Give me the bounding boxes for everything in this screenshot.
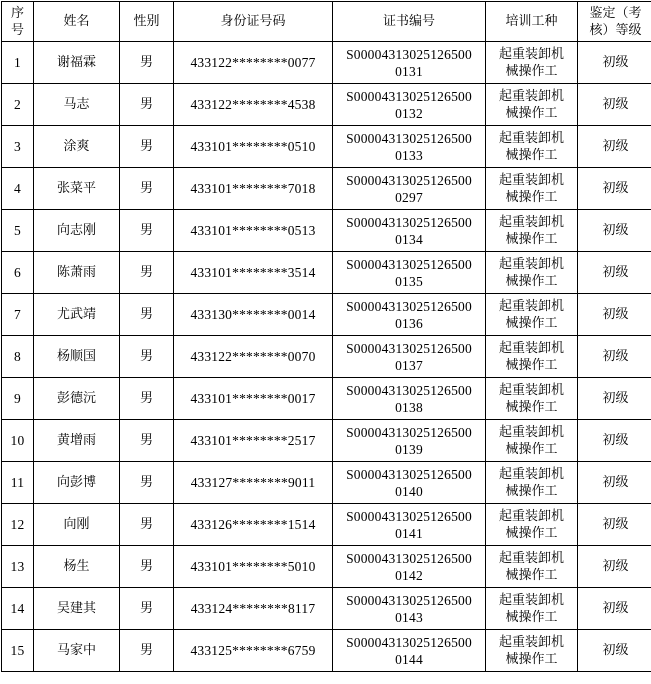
cell-id-number-text: 433101********0017 [174, 390, 332, 407]
cell-name-text: 黄增雨 [34, 432, 119, 449]
cell-level [578, 294, 651, 336]
cell-gender-text: 男 [120, 390, 173, 407]
cell-level [578, 336, 651, 378]
cell-training-type-text: 起重装卸机械操作工 [494, 592, 570, 626]
cell-training-type-text: 起重装卸机械操作工 [494, 88, 570, 122]
cell-id-number-text: 433122********0070 [174, 348, 332, 365]
cell-id-number [174, 588, 333, 630]
cell-id-number [174, 210, 333, 252]
cell-level [578, 378, 651, 420]
table-row [2, 210, 651, 252]
cell-seq [2, 546, 34, 588]
cell-seq [2, 462, 34, 504]
table-row [2, 546, 651, 588]
cell-gender-text: 男 [120, 348, 173, 365]
cell-gender [120, 252, 174, 294]
cell-gender-text: 男 [120, 222, 173, 239]
cell-gender [120, 168, 174, 210]
cell-gender [120, 630, 174, 672]
cell-seq [2, 294, 34, 336]
cell-name-text: 马志 [34, 96, 119, 113]
cell-gender [120, 294, 174, 336]
cell-level-text: 初级 [578, 390, 651, 407]
cell-level [578, 126, 651, 168]
cell-name-text: 涂爽 [34, 138, 119, 155]
cell-gender [120, 84, 174, 126]
cell-name-text: 张菜平 [34, 180, 119, 197]
cell-name [34, 210, 120, 252]
cell-seq-text: 9 [2, 390, 33, 407]
cell-cert-number-text: S00004313025126500 0139 [343, 424, 475, 458]
cell-name-text: 彭德沅 [34, 390, 119, 407]
cell-training-type [486, 336, 578, 378]
cell-level-text: 初级 [578, 180, 651, 197]
cell-level [578, 210, 651, 252]
cell-name [34, 546, 120, 588]
cell-cert-number [333, 546, 486, 588]
cell-seq [2, 378, 34, 420]
cell-gender-text: 男 [120, 96, 173, 113]
cell-training-type-text: 起重装卸机械操作工 [494, 634, 570, 668]
cell-seq [2, 336, 34, 378]
cell-level [578, 588, 651, 630]
table-header-row [2, 2, 651, 42]
cell-id-number [174, 546, 333, 588]
cell-gender-text: 男 [120, 642, 173, 659]
cell-level [578, 252, 651, 294]
table-row [2, 336, 651, 378]
cell-seq-text: 15 [2, 642, 33, 659]
cell-level-text: 初级 [578, 474, 651, 491]
cell-name [34, 42, 120, 84]
cell-training-type-text: 起重装卸机械操作工 [494, 340, 570, 374]
cell-cert-number-text: S00004313025126500 0132 [343, 88, 475, 122]
cell-seq-text: 12 [2, 516, 33, 533]
cell-cert-number [333, 294, 486, 336]
cell-level-text: 初级 [578, 348, 651, 365]
cell-gender [120, 336, 174, 378]
cell-gender-text: 男 [120, 306, 173, 323]
cell-seq-text: 5 [2, 222, 33, 239]
table-row [2, 630, 651, 672]
cell-level-text: 初级 [578, 54, 651, 71]
cell-cert-number [333, 378, 486, 420]
cell-seq-text: 1 [2, 54, 33, 71]
cell-cert-number [333, 210, 486, 252]
cell-gender [120, 42, 174, 84]
header-level-label: 鉴定（考核）等级 [582, 5, 650, 39]
cell-training-type [486, 294, 578, 336]
cell-training-type-text: 起重装卸机械操作工 [494, 550, 570, 584]
cell-id-number-text: 433124********8117 [174, 600, 332, 617]
cell-training-type-text: 起重装卸机械操作工 [494, 172, 570, 206]
cell-id-number-text: 433130********0014 [174, 306, 332, 323]
cell-cert-number-text: S00004313025126500 0136 [343, 298, 475, 332]
header-level [578, 2, 651, 42]
cell-cert-number-text: S00004313025126500 0135 [343, 256, 475, 290]
header-gender-label: 性别 [133, 14, 159, 29]
cell-seq [2, 168, 34, 210]
cell-seq [2, 42, 34, 84]
cell-name [34, 630, 120, 672]
cell-id-number-text: 433125********6759 [174, 642, 332, 659]
cell-training-type [486, 42, 578, 84]
cell-gender-text: 男 [120, 432, 173, 449]
header-id-number [174, 2, 333, 42]
cell-level-text: 初级 [578, 222, 651, 239]
cell-name-text: 杨生 [34, 558, 119, 575]
cell-level-text: 初级 [578, 642, 651, 659]
cell-training-type [486, 168, 578, 210]
cell-training-type [486, 504, 578, 546]
cell-training-type [486, 588, 578, 630]
cell-name-text: 马家中 [34, 642, 119, 659]
cell-cert-number [333, 84, 486, 126]
cell-seq-text: 6 [2, 264, 33, 281]
cell-training-type-text: 起重装卸机械操作工 [494, 466, 570, 500]
cell-id-number-text: 433101********7018 [174, 180, 332, 197]
cell-id-number-text: 433101********0510 [174, 138, 332, 155]
cell-seq [2, 84, 34, 126]
cell-level-text: 初级 [578, 432, 651, 449]
certificate-table [1, 1, 651, 672]
cell-seq [2, 630, 34, 672]
cell-training-type [486, 126, 578, 168]
cell-id-number [174, 420, 333, 462]
cell-gender-text: 男 [120, 474, 173, 491]
cell-seq [2, 126, 34, 168]
cell-level [578, 462, 651, 504]
cell-cert-number [333, 252, 486, 294]
cell-cert-number-text: S00004313025126500 0297 [343, 172, 475, 206]
cell-level [578, 42, 651, 84]
cell-id-number-text: 433101********0513 [174, 222, 332, 239]
cell-gender-text: 男 [120, 264, 173, 281]
cell-level-text: 初级 [578, 600, 651, 617]
header-seq-label: 序号 [10, 5, 26, 39]
cell-id-number-text: 433101********5010 [174, 558, 332, 575]
cell-gender-text: 男 [120, 138, 173, 155]
header-training-type-label: 培训工种 [505, 14, 557, 29]
cell-training-type-text: 起重装卸机械操作工 [494, 508, 570, 542]
cell-seq-text: 11 [2, 474, 33, 491]
cell-name-text: 向志刚 [34, 222, 119, 239]
cell-cert-number-text: S00004313025126500 0138 [343, 382, 475, 416]
cell-gender [120, 588, 174, 630]
table-body [2, 42, 651, 672]
table-row [2, 504, 651, 546]
table-row [2, 126, 651, 168]
cell-level-text: 初级 [578, 138, 651, 155]
cell-cert-number-text: S00004313025126500 0134 [343, 214, 475, 248]
cell-name-text: 向刚 [34, 516, 119, 533]
header-cert-number [333, 2, 486, 42]
cell-name-text: 向彭博 [34, 474, 119, 491]
cell-id-number [174, 252, 333, 294]
cell-id-number [174, 504, 333, 546]
cell-training-type [486, 546, 578, 588]
cell-training-type-text: 起重装卸机械操作工 [494, 382, 570, 416]
cell-training-type [486, 84, 578, 126]
cell-level-text: 初级 [578, 96, 651, 113]
cell-name [34, 462, 120, 504]
cell-name [34, 84, 120, 126]
table-row [2, 294, 651, 336]
cell-cert-number [333, 588, 486, 630]
cell-seq-text: 7 [2, 306, 33, 323]
cell-gender [120, 210, 174, 252]
cell-gender-text: 男 [120, 516, 173, 533]
cell-gender-text: 男 [120, 180, 173, 197]
cell-name [34, 336, 120, 378]
cell-cert-number [333, 168, 486, 210]
cell-training-type-text: 起重装卸机械操作工 [494, 130, 570, 164]
cell-seq-text: 14 [2, 600, 33, 617]
cell-id-number [174, 84, 333, 126]
cell-training-type [486, 630, 578, 672]
cell-level [578, 84, 651, 126]
cell-cert-number [333, 462, 486, 504]
header-name-label: 姓名 [63, 14, 89, 29]
cell-name [34, 252, 120, 294]
cell-name [34, 168, 120, 210]
cell-seq-text: 8 [2, 348, 33, 365]
cell-id-number [174, 630, 333, 672]
cell-seq-text: 2 [2, 96, 33, 113]
cell-cert-number-text: S00004313025126500 0141 [343, 508, 475, 542]
table-row [2, 252, 651, 294]
cell-id-number [174, 336, 333, 378]
table-row [2, 84, 651, 126]
cell-seq-text: 10 [2, 432, 33, 449]
cell-level [578, 504, 651, 546]
cell-training-type-text: 起重装卸机械操作工 [494, 424, 570, 458]
cell-cert-number-text: S00004313025126500 0144 [343, 634, 475, 668]
cell-gender [120, 420, 174, 462]
cell-id-number-text: 433122********4538 [174, 96, 332, 113]
cell-gender [120, 378, 174, 420]
cell-name [34, 504, 120, 546]
table-row [2, 378, 651, 420]
cell-id-number [174, 42, 333, 84]
cell-seq-text: 3 [2, 138, 33, 155]
cell-gender-text: 男 [120, 558, 173, 575]
cell-name-text: 陈萧雨 [34, 264, 119, 281]
cell-id-number [174, 294, 333, 336]
cell-cert-number-text: S00004313025126500 0131 [343, 46, 475, 80]
cell-gender [120, 126, 174, 168]
cell-seq [2, 210, 34, 252]
header-cert-number-label: 证书编号 [383, 14, 435, 29]
header-id-number-label: 身份证号码 [220, 14, 285, 29]
cell-cert-number [333, 504, 486, 546]
cell-level-text: 初级 [578, 516, 651, 533]
cell-cert-number [333, 336, 486, 378]
cell-name [34, 126, 120, 168]
cell-id-number-text: 433126********1514 [174, 516, 332, 533]
header-seq [2, 2, 34, 42]
cell-gender [120, 546, 174, 588]
cell-name [34, 588, 120, 630]
cell-cert-number-text: S00004313025126500 0140 [343, 466, 475, 500]
cell-id-number-text: 433122********0077 [174, 54, 332, 71]
cell-cert-number-text: S00004313025126500 0137 [343, 340, 475, 374]
cell-level [578, 630, 651, 672]
cell-id-number [174, 378, 333, 420]
cell-name-text: 吴建其 [34, 600, 119, 617]
cell-cert-number-text: S00004313025126500 0142 [343, 550, 475, 584]
cell-training-type [486, 420, 578, 462]
header-name [34, 2, 120, 42]
cell-cert-number [333, 630, 486, 672]
cell-level [578, 546, 651, 588]
cell-name [34, 420, 120, 462]
cell-training-type [486, 378, 578, 420]
cell-name-text: 谢福霖 [34, 54, 119, 71]
cell-cert-number [333, 126, 486, 168]
cell-seq [2, 588, 34, 630]
cell-seq-text: 13 [2, 558, 33, 575]
cell-id-number [174, 462, 333, 504]
cell-name-text: 杨顺国 [34, 348, 119, 365]
cell-training-type [486, 462, 578, 504]
cell-training-type-text: 起重装卸机械操作工 [494, 298, 570, 332]
cell-gender [120, 462, 174, 504]
cell-level-text: 初级 [578, 558, 651, 575]
cell-cert-number-text: S00004313025126500 0143 [343, 592, 475, 626]
header-training-type [486, 2, 578, 42]
table-row [2, 588, 651, 630]
cell-id-number-text: 433101********3514 [174, 264, 332, 281]
cell-id-number [174, 126, 333, 168]
cell-training-type-text: 起重装卸机械操作工 [494, 46, 570, 80]
cell-gender [120, 504, 174, 546]
cell-gender-text: 男 [120, 600, 173, 617]
cell-training-type [486, 210, 578, 252]
header-gender [120, 2, 174, 42]
cell-name-text: 尤武靖 [34, 306, 119, 323]
table-row [2, 420, 651, 462]
cell-cert-number [333, 420, 486, 462]
cell-seq [2, 504, 34, 546]
cell-level [578, 420, 651, 462]
cell-seq [2, 252, 34, 294]
table-row [2, 42, 651, 84]
cell-name [34, 378, 120, 420]
table-row [2, 168, 651, 210]
cell-training-type-text: 起重装卸机械操作工 [494, 256, 570, 290]
cell-id-number [174, 168, 333, 210]
cell-id-number-text: 433127********9011 [174, 474, 332, 491]
cell-level-text: 初级 [578, 264, 651, 281]
cell-level [578, 168, 651, 210]
cell-name [34, 294, 120, 336]
cell-cert-number [333, 42, 486, 84]
cell-seq [2, 420, 34, 462]
cell-seq-text: 4 [2, 180, 33, 197]
cell-gender-text: 男 [120, 54, 173, 71]
cell-training-type-text: 起重装卸机械操作工 [494, 214, 570, 248]
table-row [2, 462, 651, 504]
cell-training-type [486, 252, 578, 294]
cell-cert-number-text: S00004313025126500 0133 [343, 130, 475, 164]
cell-level-text: 初级 [578, 306, 651, 323]
cell-id-number-text: 433101********2517 [174, 432, 332, 449]
